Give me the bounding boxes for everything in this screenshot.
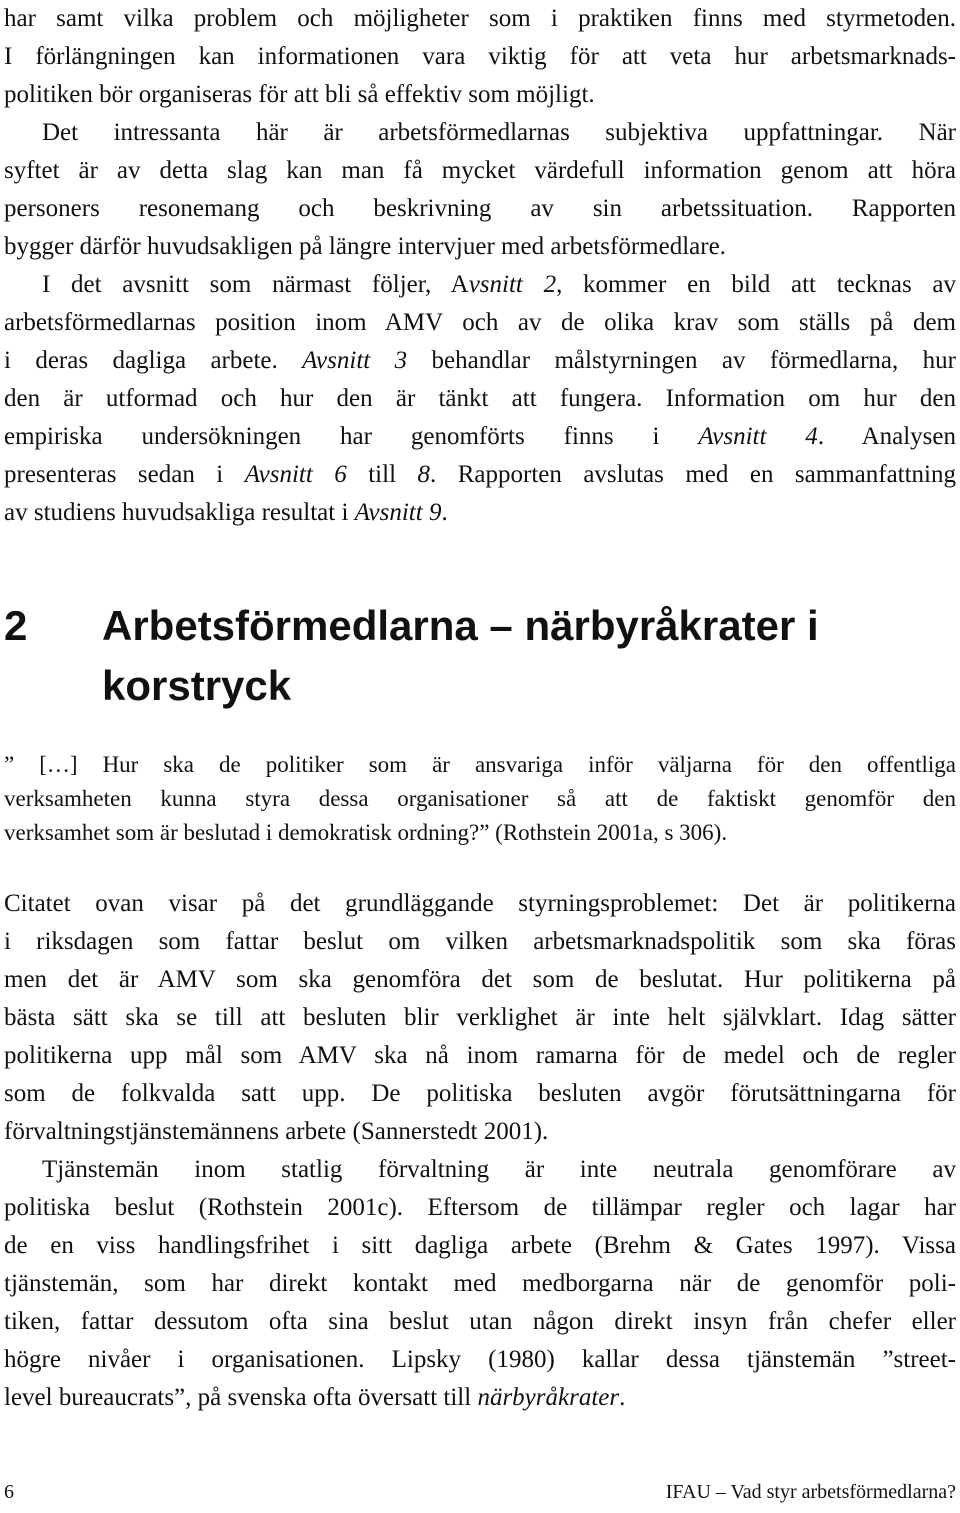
section-heading [4, 596, 956, 716]
page-number: 6 [4, 1481, 14, 1503]
text-line: politiska beslut (Rothstein 2001c). Eftersom de tillämpar regler och lagar har [4, 1194, 956, 1221]
text-line: i riksdagen som fattar beslut om vilken arbetsmarknadspolitik som ska föras [4, 928, 956, 955]
text-line: arbetsförmedlarnas position inom AMV och av de olika krav som ställs på dem [4, 309, 956, 336]
text-line: de en viss handlingsfrihet i sitt dagliga arbete (Brehm & Gates 1997). Vissa [4, 1232, 956, 1259]
section-title-line2: korstryck [102, 662, 292, 709]
quote-line: ” […] Hur ska de politiker som är ansvariga inför väljarna för den offentliga [4, 752, 956, 777]
text-line: förvaltningstjänstemännens arbete (Sannerstedt 2001). [4, 1118, 549, 1145]
text-line: I det avsnitt som närmast följer, Avsnitt 2, kommer en bild att tecknas av [42, 271, 956, 298]
text-line: level bureaucrats”, på svenska ofta översatt till närbyråkrater. [4, 1384, 626, 1411]
text-line: men det är AMV som ska genomföra det som de beslutat. Hur politikerna på [4, 966, 956, 993]
text-line: I förlängningen kan informationen vara viktig för att veta hur arbetsmarknads- [4, 43, 956, 70]
text-line: i deras dagliga arbete. Avsnitt 3 behandlar målstyrningen av förmedlarna, hur [4, 347, 956, 374]
intro-paragraphs [4, 0, 956, 532]
text-line: har samt vilka problem och möjligheter som i praktiken finns med styrmetoden. [4, 5, 956, 32]
text-line: politikerna upp mål som AMV ska nå inom ramarna för de medel och de regler [4, 1042, 956, 1069]
quote-line: verksamheten kunna styra dessa organisationer så att de faktiskt genomför den [4, 786, 956, 811]
text-line: bygger därför huvudsakligen på längre intervjuer med arbetsförmedlare. [4, 233, 726, 260]
body-paragraphs [4, 885, 956, 1417]
text-line: bästa sätt ska se till att besluten blir verklighet är inte helt självklart. Idag sätter [4, 1004, 956, 1031]
text-line: politiken bör organiseras för att bli så effektiv som möjligt. [4, 81, 595, 108]
section-number: 2 [4, 602, 28, 649]
text-line: högre nivåer i organisationen. Lipsky (1980) kallar dessa tjänstemän ”street- [4, 1346, 956, 1373]
text-line: Tjänstemän inom statlig förvaltning är inte neutrala genomförare av [42, 1156, 956, 1183]
running-title: IFAU – Vad styr arbetsförmedlarna? [665, 1481, 956, 1503]
text-line: tjänstemän, som har direkt kontakt med medborgarna när de genomför poli- [4, 1270, 956, 1297]
text-line: tiken, fattar dessutom ofta sina beslut utan någon direkt insyn från chefer eller [4, 1308, 956, 1335]
block-quote [4, 748, 956, 850]
text-line: syftet är av detta slag kan man få mycket värdefull information genom att höra [4, 157, 956, 184]
text-line: empiriska undersökningen har genomförts finns i Avsnitt 4. Analysen [4, 423, 956, 450]
text-line: av studiens huvudsakliga resultat i Avsnitt 9. [4, 499, 448, 526]
text-line: som de folkvalda satt upp. De politiska besluten avgör förutsättningarna för [4, 1080, 956, 1107]
quote-line: verksamhet som är beslutad i demokratisk ordning?” (Rothstein 2001a, s 306). [4, 820, 728, 845]
text-line: personers resonemang och beskrivning av sin arbetssituation. Rapporten [4, 195, 956, 222]
section-title-line1: Arbetsförmedlarna – närbyråkrater i [102, 602, 819, 649]
text-line: Det intressanta här är arbetsförmedlarnas subjektiva uppfattningar. När [42, 119, 956, 146]
text-line: den är utformad och hur den är tänkt att fungera. Information om hur den [4, 385, 956, 412]
text-line: presenteras sedan i Avsnitt 6 till 8. Rapporten avslutas med en sammanfattning [4, 461, 956, 488]
text-line: Citatet ovan visar på det grundläggande styrningsproblemet: Det är politikerna [4, 890, 956, 917]
